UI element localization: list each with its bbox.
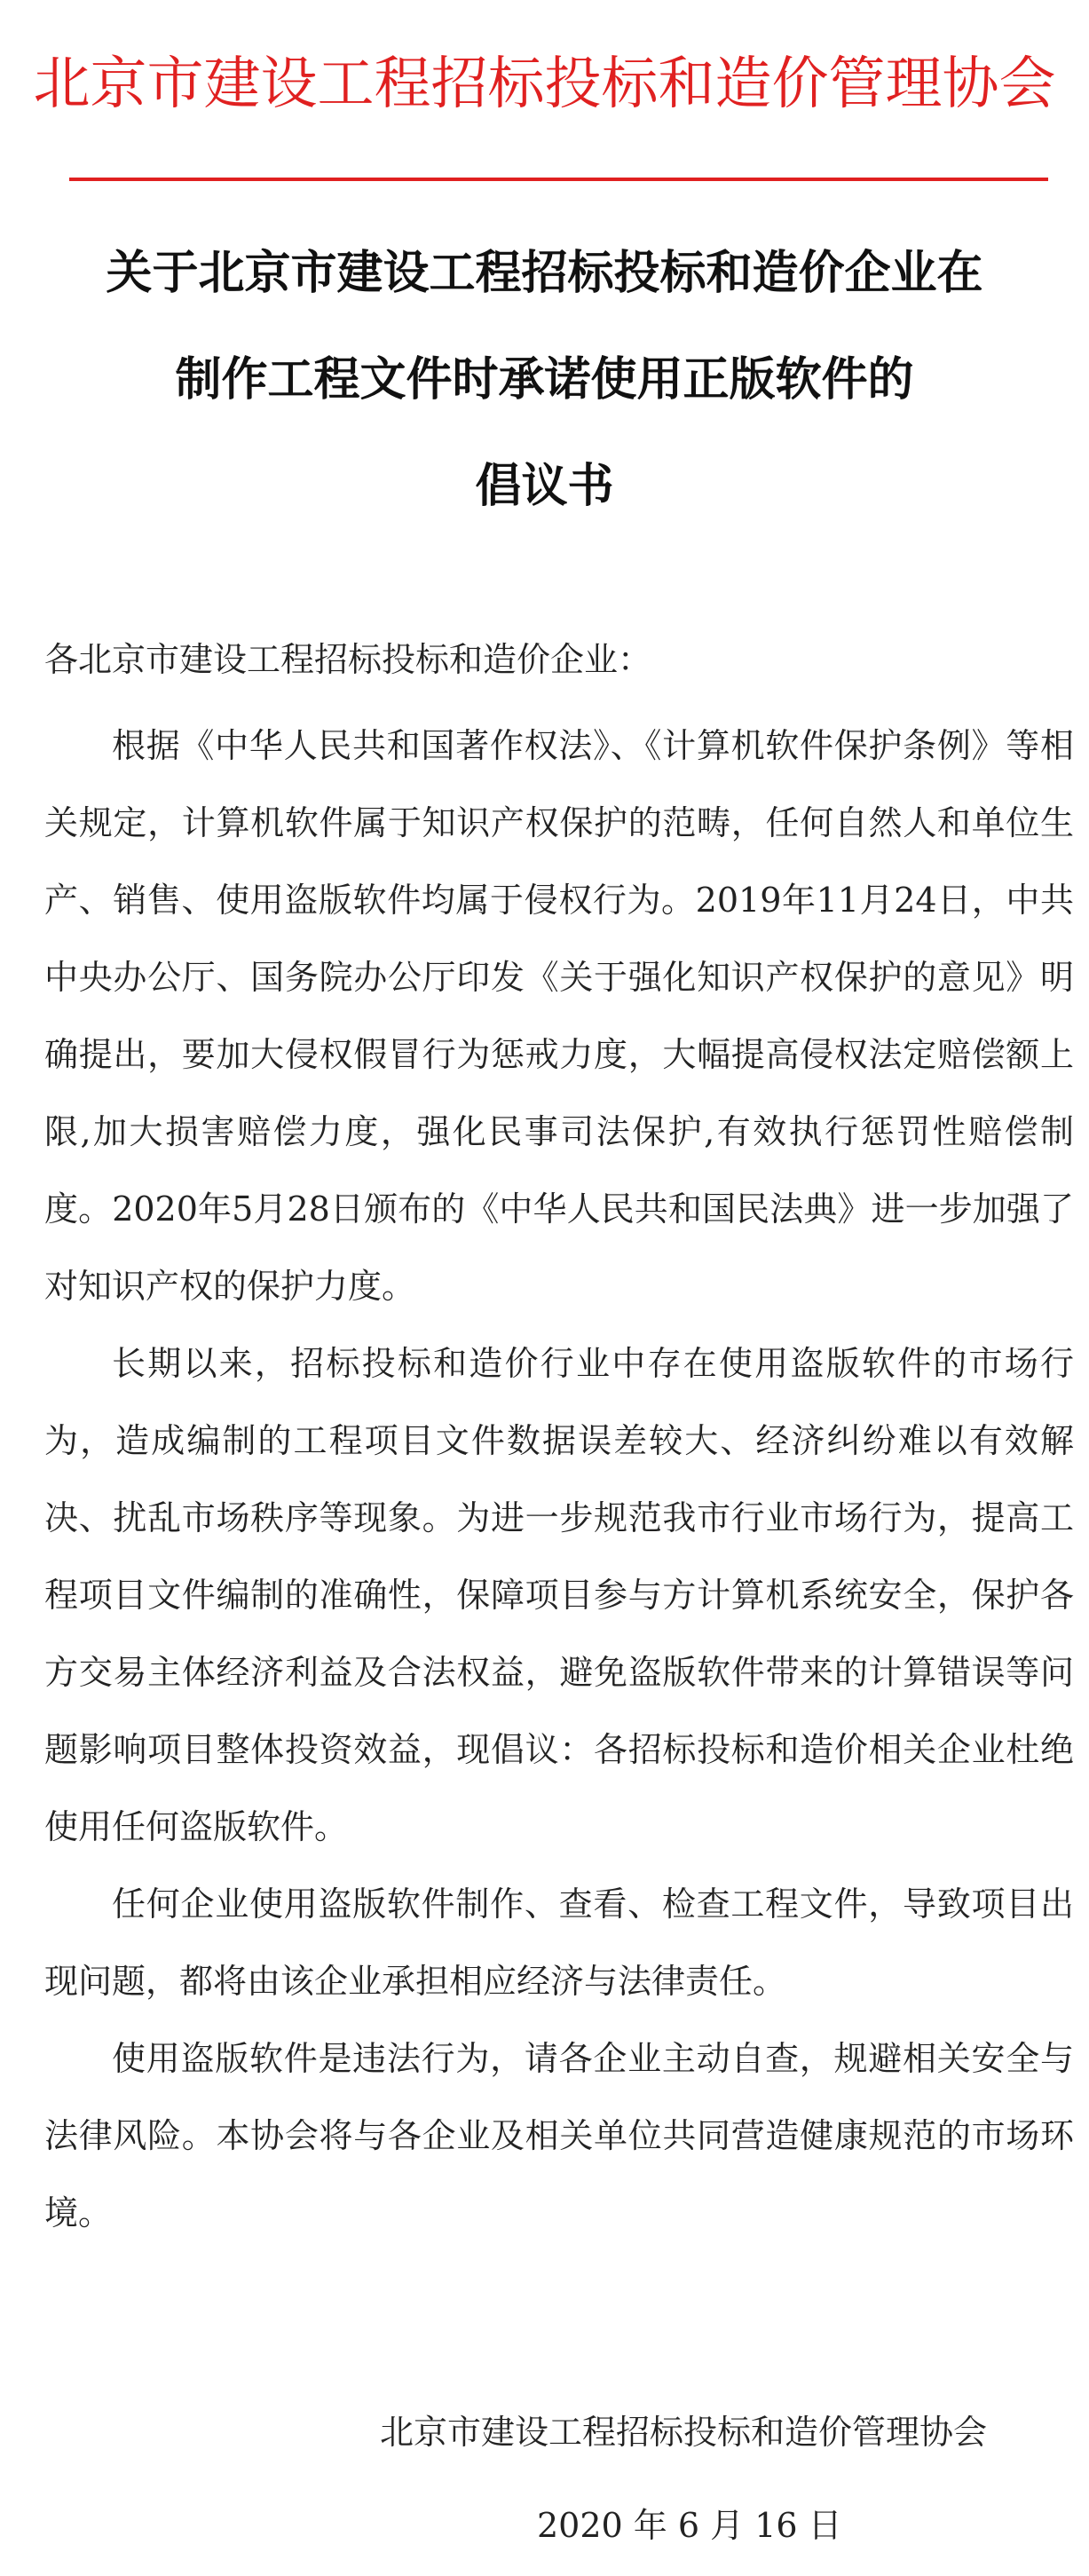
paragraph-closing: 使用盗版软件是违法行为，请各企业主动自查，规避相关安全与法律风险。本协会将与各企业及相关单位共同营造健康规范的市场环境。 — [44, 2039, 1074, 2232]
title-line-3: 倡议书 — [475, 460, 614, 513]
letterhead-organization: 北京市建设工程招标投标和造价管理协会 — [33, 51, 1056, 117]
paragraph-initiative: 长期以来，招标投标和造价行业中存在使用盗版软件的市场行为，造成编制的工程项目文件数据误差较大、经济纠纷难以有效解决、扰乱市场秩序等现象。为进一步规范我市行业市场行为，提高工程项目文件编制的准确性，保障项目参与方计算机系统安全，保护各方交易主体经济利益及合法权益，避免盗版软件带来的计算错误等问题影响项目整体投资效益，现倡议：各招标投标和造价相关企业杜绝使用任何盗版软件。 — [44, 1344, 1074, 1846]
title-line-1: 关于北京市建设工程招标投标和造价企业在 — [106, 247, 983, 300]
salutation: 各北京市建设工程招标投标和造价企业： — [44, 640, 652, 679]
title-line-2: 制作工程文件时承诺使用正版软件的 — [175, 353, 914, 407]
paragraph-legal-basis: 根据《中华人民共和国著作权法》、《计算机软件保护条例》等相关规定，计算机软件属于知识产权保护的范畴，任何自然人和单位生产、销售、使用盗版软件均属于侵权行为。2019年11月24日，中共中央办公厅、国务院办公厅印发《关于强化知识产权保护的意见》明确提出，要加大侵权假冒行为惩戒力度，大幅提高侵权法定赔偿额上限,加大损害赔偿力度，强化民事司法保护,有效执行惩罚性赔偿制度。2020年5月28日颁布的《中华人民共和国民法典》进一步加强了对知识产权的保护力度。 — [44, 726, 1074, 1306]
letterhead-divider — [69, 178, 1048, 181]
document-body — [44, 621, 1074, 2252]
signature-organization: 北京市建设工程招标投标和造价管理协会 — [379, 2413, 987, 2452]
paragraph-liability: 任何企业使用盗版软件制作、查看、检查工程文件，导致项目出现问题，都将由该企业承担相应经济与法律责任。 — [44, 1885, 1074, 2001]
document-title — [0, 220, 1089, 540]
signature-date: 2020 年 6 月 16 日 — [537, 2506, 842, 2545]
